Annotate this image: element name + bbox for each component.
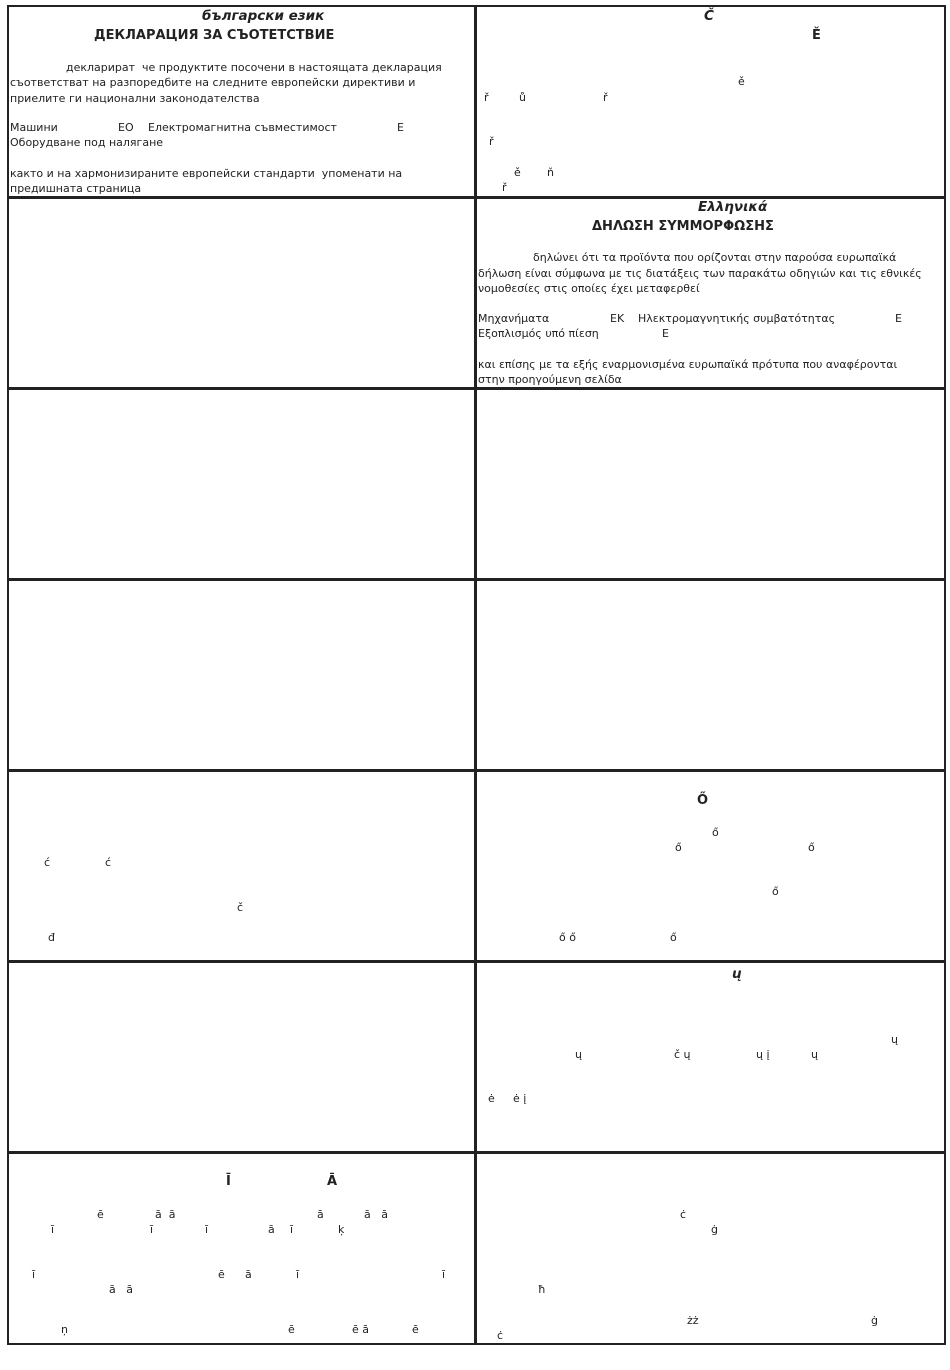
glyph: ķ [338, 1223, 345, 1236]
glyph: ć [44, 856, 51, 869]
glyph: ų [891, 1033, 898, 1046]
glyph: ā ā [109, 1283, 133, 1296]
glyph: č [237, 901, 244, 914]
glyph: ć [105, 856, 112, 869]
directive-machinery: Машини [10, 121, 58, 134]
standards-text: στην προηγούμενη σελίδα [478, 373, 622, 386]
row-divider-2 [7, 387, 946, 390]
glyph: ī [32, 1268, 36, 1281]
declaration-heading: Ő [697, 793, 709, 808]
glyph: ī [296, 1268, 300, 1281]
glyph: ř [502, 181, 507, 194]
declaration-text: δηλώνει ότι τα προϊόντα που ορίζονται στην παρούσα ευρωπαϊκά [533, 251, 897, 264]
declaration-heading: Ā [327, 1174, 338, 1189]
directive-machinery: Μηχανήματα [478, 312, 550, 325]
standards-text: και επίσης με τα εξής εναρμονισμένα ευρωπαϊκά πρότυπα που αναφέρονται [478, 358, 898, 371]
glyph: ř [603, 91, 608, 104]
glyph: ň [547, 166, 554, 179]
language-title: Č [704, 8, 714, 24]
glyph: ő [670, 931, 677, 944]
glyph: ő [772, 885, 779, 898]
glyph: ā ā [364, 1208, 388, 1221]
glyph: č ų [674, 1048, 691, 1061]
glyph: ņ [61, 1323, 68, 1336]
glyph: ē [97, 1208, 104, 1221]
row-divider-1 [7, 196, 946, 199]
glyph: ā [245, 1268, 252, 1281]
row-divider-5 [7, 960, 946, 963]
glyph: ħ [538, 1283, 546, 1296]
language-title: ų [732, 966, 742, 982]
directive-emc: Ηλεκτρομαγνητικής συμβατότητας [638, 312, 836, 325]
glyph: ő [712, 826, 719, 839]
glyph: ě [514, 166, 521, 179]
declaration-text: съответстват на разпоредбите на следните европейски директиви и [10, 76, 416, 89]
directive-code: ΕΚ [610, 312, 625, 325]
glyph: ē [412, 1323, 419, 1336]
declaration-heading: Ě [812, 28, 821, 43]
glyph: đ [48, 931, 55, 944]
directive-emc: Електромагнитна съвместимост [148, 121, 337, 134]
declaration-page-frame [7, 5, 946, 1345]
declaration-heading: ΔΗΛΩΣΗ ΣΥΜΜΟΡΦΩΣΗΣ [592, 219, 774, 234]
glyph: ē [218, 1268, 225, 1281]
glyph: ų [811, 1048, 818, 1061]
glyph: ě [738, 75, 745, 88]
directive-code: Ε [895, 312, 902, 325]
directive-code: ЕО [118, 121, 134, 134]
glyph: ī [442, 1268, 446, 1281]
glyph: ř [484, 91, 489, 104]
standards-text: предишната страница [10, 182, 142, 195]
glyph: ā [268, 1223, 275, 1236]
declaration-text: δήλωση είναι σύμφωνα με τις διατάξεις των παρακάτω οδηγιών και τις εθνικές [478, 267, 922, 280]
glyph: ů [519, 91, 526, 104]
directive-code: Ε [662, 327, 669, 340]
language-title: Ελληνικά [698, 199, 768, 215]
row-divider-3 [7, 578, 946, 581]
row-divider-4 [7, 769, 946, 772]
glyph: ė į [513, 1092, 527, 1105]
glyph: ī [205, 1223, 209, 1236]
row-divider-6 [7, 1151, 946, 1154]
glyph: ċ [497, 1329, 504, 1342]
standards-text: както и на хармонизираните европейски стандарти упоменати на [10, 167, 403, 180]
glyph: ā ā [155, 1208, 176, 1221]
glyph: ī [51, 1223, 55, 1236]
declaration-text: νομοθεσίες στις οποίες έχει μεταφερθεί [478, 282, 700, 295]
glyph: ī [290, 1223, 294, 1236]
glyph: ų į [756, 1048, 770, 1061]
glyph: żż [687, 1314, 699, 1327]
glyph: ī [150, 1223, 154, 1236]
column-divider [474, 5, 477, 1345]
directive-pressure: Оборудване под налягане [10, 136, 164, 149]
glyph: ā [317, 1208, 324, 1221]
glyph: ř [489, 135, 494, 148]
declaration-heading: ДЕКЛАРАЦИЯ ЗА СЪОТЕТСТВИЕ [94, 28, 335, 43]
declaration-heading: Ī [226, 1174, 231, 1189]
glyph: ų [575, 1048, 582, 1061]
declaration-text: приелите ги национални законодателства [10, 92, 260, 105]
directive-pressure: Εξοπλισμός υπό πίεση [478, 327, 599, 340]
directive-code: Е [397, 121, 404, 134]
glyph: ő [675, 841, 682, 854]
declaration-text: декларират че продуктите посочени в настоящата декларация [66, 61, 442, 74]
glyph: ē [288, 1323, 295, 1336]
glyph: ċ [680, 1208, 687, 1221]
glyph: ē ā [352, 1323, 370, 1336]
glyph: ġ [711, 1223, 718, 1236]
glyph: ġ [871, 1314, 878, 1327]
language-title: български език [202, 8, 325, 24]
glyph: ė [488, 1092, 495, 1105]
glyph: ő ő [559, 931, 576, 944]
glyph: ő [808, 841, 815, 854]
